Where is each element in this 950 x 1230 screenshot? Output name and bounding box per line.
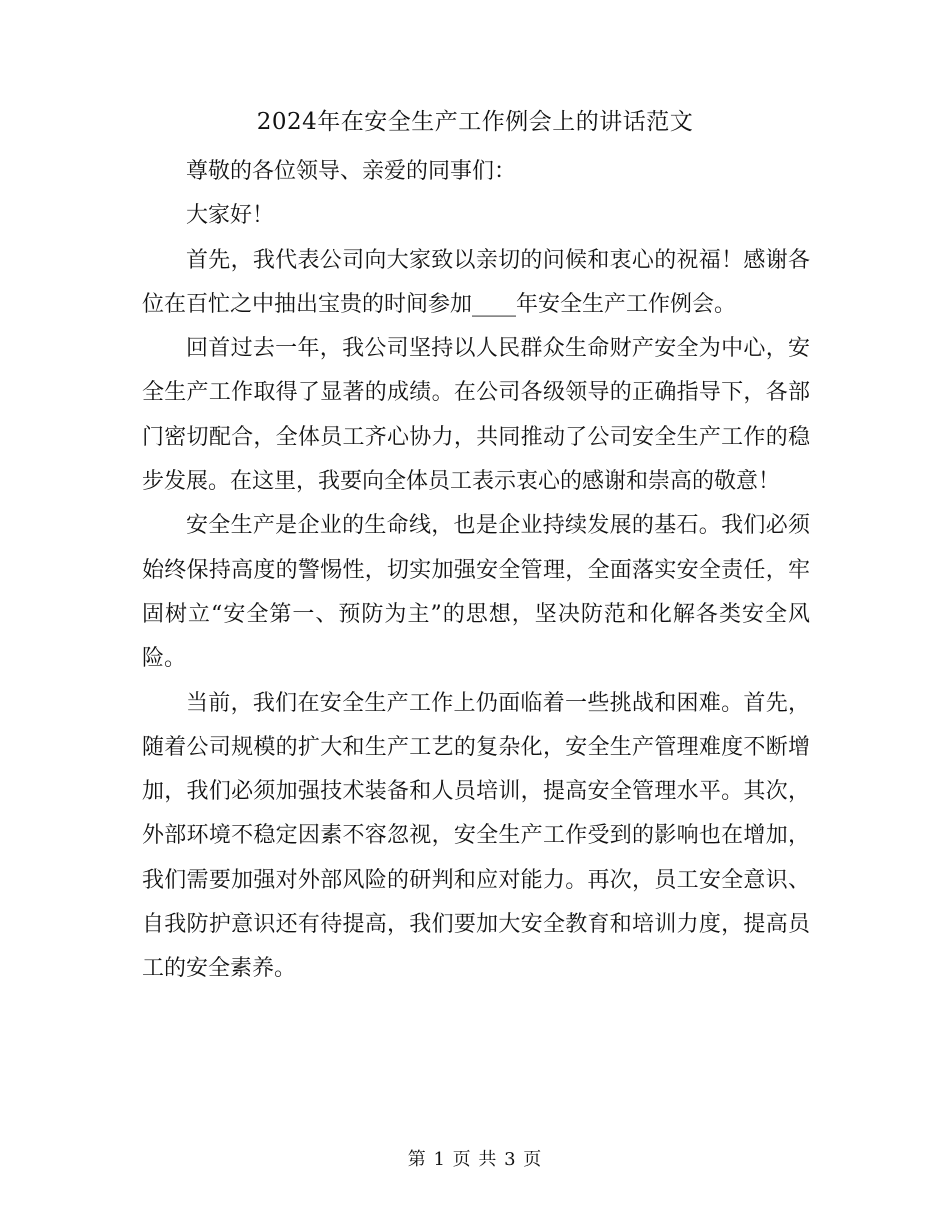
greeting-paragraph: 大家好！ (186, 203, 275, 229)
page-number-footer: 第 1 页 共 3 页 (407, 1149, 543, 1170)
body-paragraph: 安全生产是企业的生命线，也是企业持续发展的基石。我们必须始终保持高度的警惕性，切实加强安全管理，全面落实安全责任，牢固树立“安全第一、预防为主”的思想，坚决防范和化解各类安全风险。 (142, 513, 810, 672)
salutation-paragraph: 尊敬的各位领导、亲爱的同事们： (186, 159, 517, 184)
document-body (142, 150, 810, 992)
body-paragraph: 回首过去一年，我公司坚持以人民群众生命财产安全为中心，安全生产工作取得了显著的成绩。在公司各级领导的正确指导下，各部门密切配合，全体员工齐心协力，共同推动了公司安全生产工作的稳步发展。在这里，我要向全体员工表示衷心的感谢和崇高的敬意！ (142, 336, 810, 495)
body-paragraph: 首先，我代表公司向大家致以亲切的问候和衷心的祝福！感谢各位在百忙之中抽出宝贵的时间参加____年安全生产工作例会。 (142, 247, 810, 317)
body-paragraph: 当前，我们在安全生产工作上仍面临着一些挑战和困难。首先，随着公司规模的扩大和生产工艺的复杂化，安全生产管理难度不断增加，我们必须加强技术装备和人员培训，提高安全管理水平。其次，外部环境不稳定因素不容忽视，安全生产工作受到的影响也在增加，我们需要加强对外部风险的研判和应对能力。再次，员工安全意识、自我防护意识还有待提高，我们要加大安全教育和培训力度，提高员工的安全素养。 (142, 690, 810, 982)
document-title: 2024年在安全生产工作例会上的讲话范文 (256, 109, 694, 135)
